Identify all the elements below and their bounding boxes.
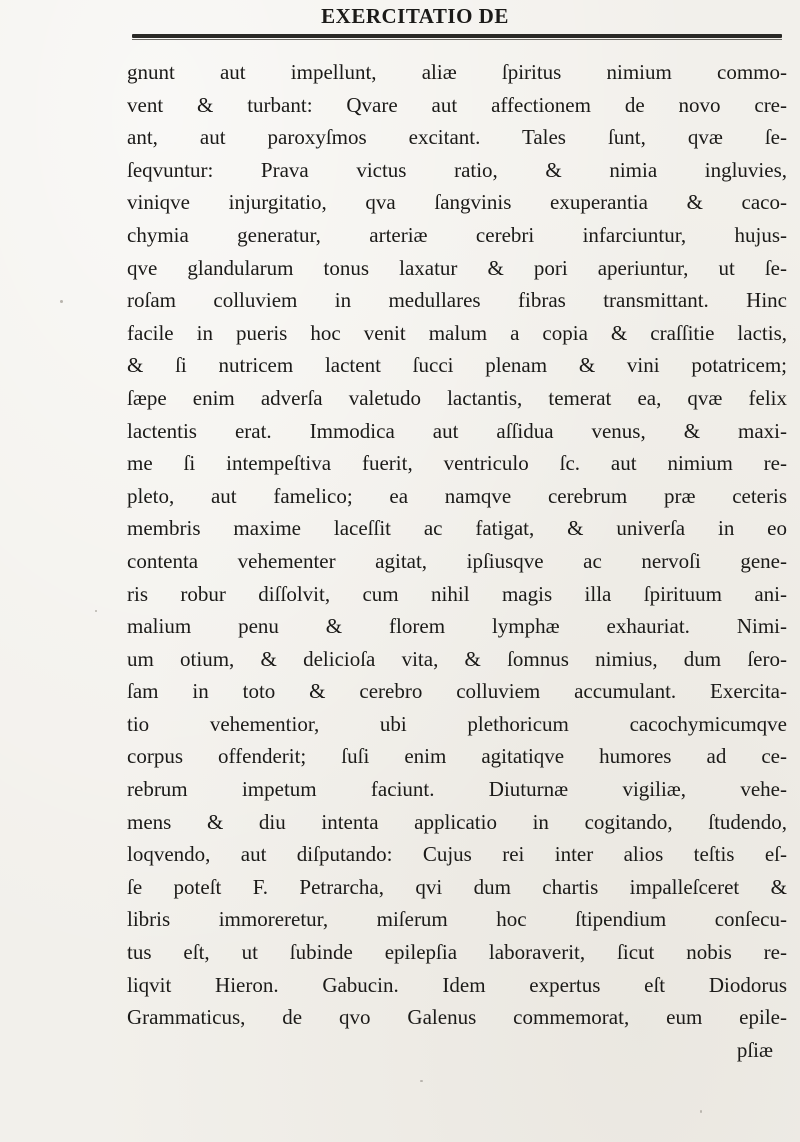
text-line: ſe poteſt F. Petrarcha, qvi dum chartis impalleſceret & bbox=[127, 874, 787, 899]
text-line: corpus offenderit; ſuſi enim agitatiqve humores ad ce- bbox=[127, 744, 787, 769]
text-line: ant, aut paroxyſmos excitant. Tales ſunt, qvæ ſe- bbox=[127, 125, 787, 150]
text-line: um otium, & delicioſa vita, & ſomnus nimius, dum ſero- bbox=[127, 646, 787, 671]
header-rule-thin bbox=[132, 39, 782, 40]
text-line: vent & turbant: Qvare aut affectionem de novo cre- bbox=[127, 92, 787, 117]
text-line: contenta vehementer agitat, ipſiusqve ac nervoſi gene- bbox=[127, 548, 787, 573]
text-line: roſam colluviem in medullares fibras transmittant. Hinc bbox=[127, 288, 787, 313]
text-line: chymia generatur, arteriæ cerebri infarciuntur, hujus- bbox=[127, 222, 787, 247]
text-line: lactentis erat. Immodica aut aſſidua venus, & maxi- bbox=[127, 418, 787, 443]
paper-speck bbox=[95, 610, 97, 612]
text-line: ſæpe enim adverſa valetudo lactantis, temerat ea, qvæ felix bbox=[127, 385, 787, 410]
text-line: loqvendo, aut diſputando: Cujus rei inter alios teſtis eſ- bbox=[127, 842, 787, 867]
running-head: EXERCITATIO DE bbox=[321, 4, 509, 28]
text-line: mens & diu intenta applicatio in cogitando, ſtudendo, bbox=[127, 809, 787, 834]
text-line: liqvit Hieron. Gabucin. Idem expertus eſt Diodorus bbox=[127, 972, 787, 997]
text-line: me ſi intempeſtiva fuerit, ventriculo ſc. aut nimium re- bbox=[127, 451, 787, 476]
text-line: malium penu & florem lymphæ exhauriat. Nimi- bbox=[127, 614, 787, 639]
catchword: pſiæ bbox=[736, 1037, 773, 1062]
text-line: ſam in toto & cerebro colluviem accumulant. Exercita- bbox=[127, 679, 787, 704]
text-line: pleto, aut famelico; ea namqve cerebrum præ ceteris bbox=[127, 483, 787, 508]
text-line: rebrum impetum faciunt. Diuturnæ vigiliæ, vehe- bbox=[127, 777, 787, 802]
text-line: tus eſt, ut ſubinde epilepſia laboraverit, ſicut nobis re- bbox=[127, 940, 787, 965]
text-line: & ſi nutricem lactent ſucci plenam & vini potatricem; bbox=[127, 353, 787, 378]
text-line: qve glandularum tonus laxatur & pori aperiuntur, ut ſe- bbox=[127, 255, 787, 280]
text-line: viniqve injurgitatio, qva ſangvinis exuperantia & caco- bbox=[127, 190, 787, 215]
body-text bbox=[127, 56, 787, 1066]
text-line: ris robur diſſolvit, cum nihil magis illa ſpirituum ani- bbox=[127, 581, 787, 606]
text-line: Grammaticus, de qvo Galenus commemorat, eum epile- bbox=[127, 1005, 787, 1030]
text-line: facile in pueris hoc venit malum a copia & craſſitie lactis, bbox=[127, 320, 787, 345]
text-line: tio vehementior, ubi plethoricum cacochymicumqve bbox=[127, 711, 787, 736]
text-line: membris maxime laceſſit ac fatigat, & univerſa in eo bbox=[127, 516, 787, 541]
paper-speck bbox=[420, 1080, 423, 1082]
text-line: gnunt aut impellunt, aliæ ſpiritus nimium commo- bbox=[127, 60, 787, 84]
text-line: ſeqvuntur: Prava victus ratio, & nimia ingluvies, bbox=[127, 157, 787, 182]
paper-speck bbox=[60, 300, 63, 303]
paper-speck bbox=[700, 1110, 702, 1113]
text-line: libris immoreretur, miſerum hoc ſtipendium conſecu- bbox=[127, 907, 787, 932]
header-rule bbox=[132, 34, 782, 38]
